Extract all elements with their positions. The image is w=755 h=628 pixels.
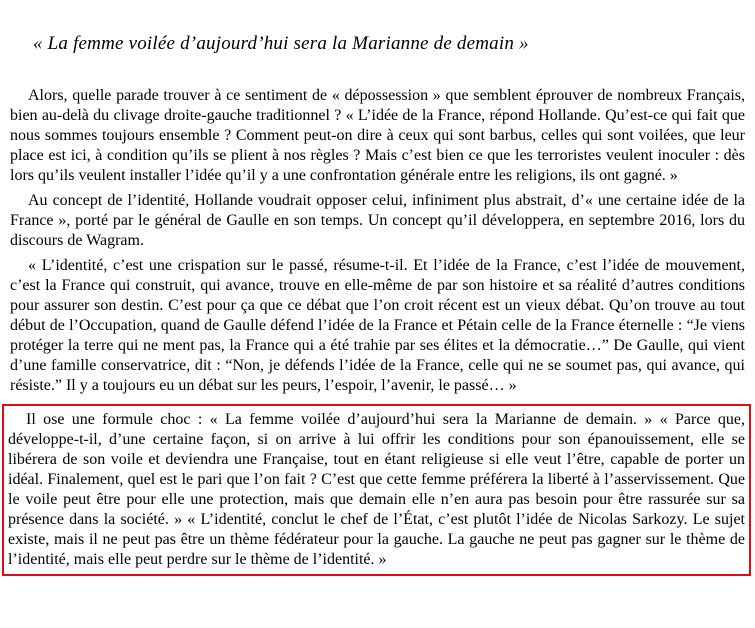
highlighted-paragraph-box [2, 404, 751, 576]
article-title: « La femme voilée d’aujourd’hui sera la Marianne de demain » [33, 33, 529, 54]
paragraph: Au concept de l’identité, Hollande voudrait opposer celui, infiniment plus abstrait, d’« une certaine idée de la France », porté par le général de Gaulle en son temps. Un concept qu’il développera, en septembre 2016, lors du discours de Wagram. [10, 192, 745, 249]
paragraph: Alors, quelle parade trouver à ce sentiment de « dépossession » que semblent éprouver de nombreux Français, bien au-delà du clivage droite-gauche traditionnel ? « L’idée de la France, répond Hollande. Qu’est-ce qui fait que nous sommes toujours ensemble ? Comment peut-on dire à ceux qui sont barbus, celles qui sont voilées, que leur place est ici, à condition qu’ils se plient à nos règles ? Mais c’est bien ce que les terroristes veulent inoculer : dès lors qu’ils veulent installer l’idée qu’il y a une confrontation générale entre les religions, ils ont gagné. » [10, 87, 745, 184]
paragraph: « L’identité, c’est une crispation sur le passé, résume-t-il. Et l’idée de la France, c’est l’idée de mouvement, c’est la France qui construit, qui avance, trouve en elle-même de par son histoire et sa réalité d’autres conditions pour assurer son destin. C’est pour ça que ce débat que l’on croit récent est un vieux débat. Qu’on trouve au tout début de l’Occupation, quand de Gaulle défend l’idée de la France et Pétain celle de la France éternelle : “Je viens protéger la terre qui ne ment pas, la France qui a été trahie par ses élites et la démocratie…” De Gaulle, qui vient d’une famille conservatrice, dit : “Non, je défends l’idée de la France, celle qui ne se soumet pas, qui avance, qui résiste.” Il y a toujours eu un débat sur les peurs, l’espoir, l’avenir, le passé… » [10, 257, 745, 394]
paragraph-highlighted: Il ose une formule choc : « La femme voilée d’aujourd’hui sera la Marianne de demain. » « Parce que, développe-t-il, d’une certaine façon, si on arrive à lui offrir les conditions pour son épanouissement, elle se libérera de son voile et deviendra une Française, tout en étant religieuse si elle veut l’être, capable de porter un idéal. Finalement, quel est le pari que l’on fait ? C’est que cette femme préférera la liberté à l’asservissement. Que le voile peut être pour elle une protection, mais que demain elle n’en aura pas besoin pour être rassurée sur sa présence dans la société. » « L’identité, conclut le chef de l’État, c’est plutôt l’idée de Nicolas Sarkozy. Le sujet existe, mais il ne peut pas être un thème fédérateur pour la gauche. La gauche ne peut pas gagner sur le thème de l’identité, mais elle peut perdre sur le thème de l’identité. » [8, 411, 745, 568]
article-body [10, 86, 745, 576]
